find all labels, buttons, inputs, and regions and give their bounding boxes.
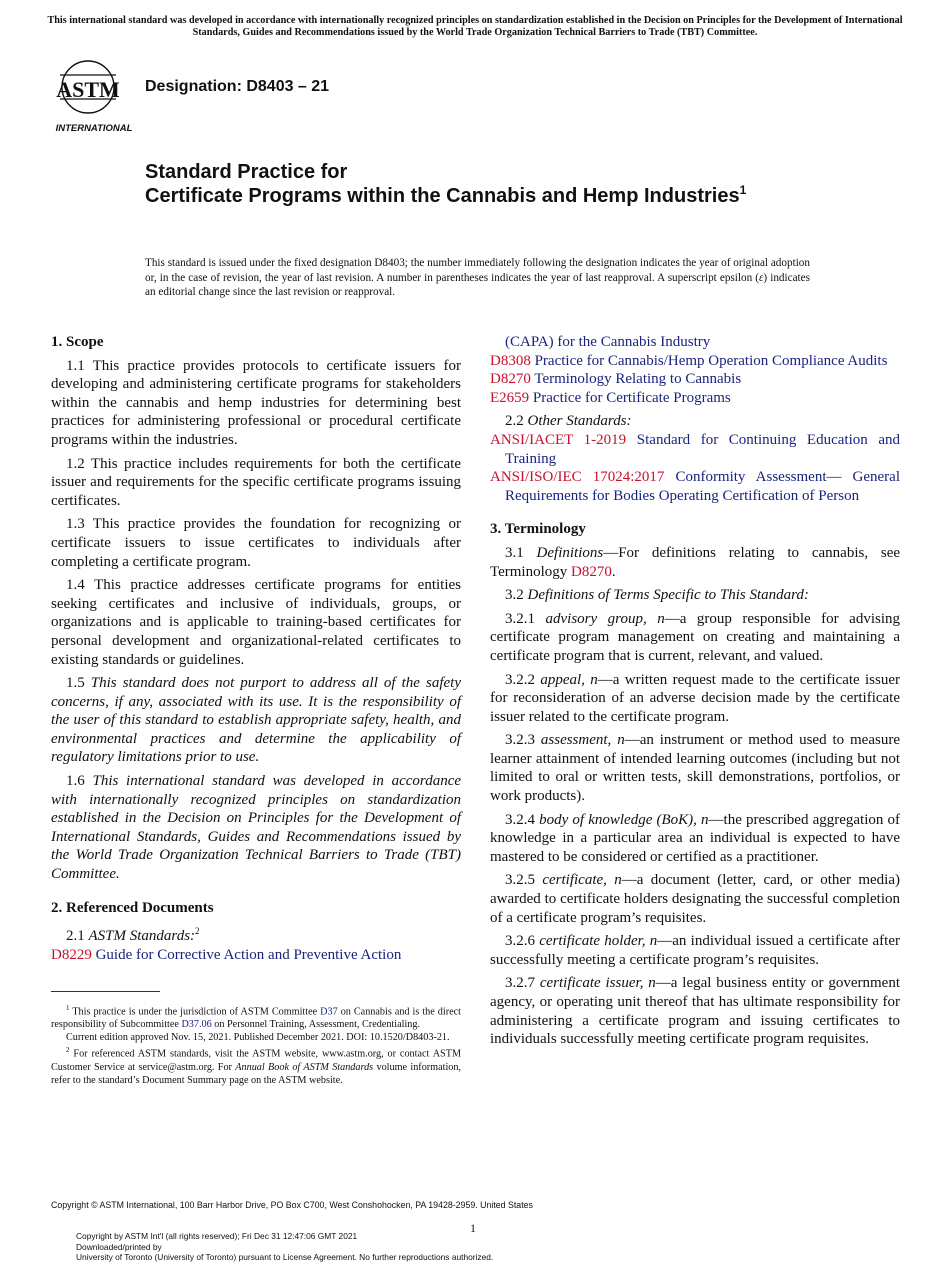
footnotes [51,1002,461,1087]
ref-item-e2659[interactable] [490,389,900,408]
paragraph-1-2: 1.2 This practice includes requirements for both the certificate issuer and requirements for the specific certificate programs issuing certificates. [51,455,461,509]
title-line-2: Certificate Programs within the Cannabis and Hemp Industries$^1$ [145,183,747,207]
ref-code-link[interactable]: ANSI/ISO/IEC 17024:2017 [490,469,665,486]
paragraph-1-1: 1.1 This practice provides protocols to certificate issuers for developing and administering certificate programs for stakeholders within the cannabis and hemp industries for determining best practices for administering professional or procedural certificate programs within the industries. [51,357,461,448]
ref-code-link[interactable]: D8229 [51,946,92,963]
ref-title-link[interactable]: (CAPA) for the Cannabis Industry [505,334,711,350]
committee-link[interactable]: D37 [320,1006,338,1018]
ref-item-d8308[interactable] [490,352,900,371]
ref-item-d8270[interactable] [490,370,900,389]
document-title [145,160,845,208]
ref-title-link[interactable]: Conformity Assessment— General Requirements for Bodies Operating Certification of Person [505,469,900,504]
subcommittee-link[interactable]: D37.06 [181,1019,212,1031]
ref-code-link[interactable]: ANSI/IACET 1-2019 [490,431,627,448]
page-number: 1 [470,1221,476,1235]
paragraph-2-1: 2.1 ASTM Standards:$^2$ [66,926,200,945]
ref-code-link[interactable]: E2659 [490,389,530,406]
ref-title-link[interactable]: Terminology Relating to Cannabis [534,371,742,388]
definition-3-2-5: 3.2.5 certificate, n—a document (letter, card, or other media) awarded to certificate holders designating the successful completion of a certificate program’s requisites. [490,872,901,926]
ref-item-d8229-continued[interactable] [490,333,900,352]
astm-logo [52,55,134,133]
license-notice [76,1231,493,1263]
paragraph-1-6: 1.6 This international standard was developed in accordance with internationally recognized principles on standardization established in the Decision on Principles for the Development of International Standards, Guides and Recommendations issued by the World Trade Organization Technical Barriers to Trade (TBT) Committee. [51,773,462,883]
ref-item-d8229[interactable] [51,946,461,965]
footnote-divider [51,991,160,992]
footnote-edition: Current edition approved Nov. 15, 2021. Published December 2021. DOI: 10.1520/D8403-21. [66,1032,450,1044]
definition-3-2-2: 3.2.2 appeal, n—a written request made to the certificate issuer for reconsideration of an adverse decision made by the certificate issuer related to the certificate program. [490,671,901,725]
ref-title-link[interactable]: Practice for Cannabis/Hemp Operation Compliance Audits [534,352,888,369]
section-heading-referenced-documents: 2. Referenced Documents [51,899,214,916]
paragraph-1-3: 1.3 This practice provides the foundation for recognizing or certificate issuers to issue certificates to individuals after completing a certificate program. [51,516,461,570]
title-line-1: Standard Practice for [145,161,348,183]
issue-note: This standard is issued under the fixed designation D8403; the number immediately following the designation indicates the year of original adoption or, in the case of revision, the year of last revision. A number in parentheses indicates the year of last reapproval. A superscript epsilon (ε) indicates an editorial change since the last revision or reapproval. [145,257,810,298]
svg-text:ASTM: ASTM [56,77,120,102]
definition-3-2-7: 3.2.7 certificate issuer, n—a legal business entity or government agency, or operating unit thereof that has ultimate responsibility for administering a certificate program and issuing certificates to individuals successfully meeting certificate program requisites. [490,975,901,1048]
header-notice: This international standard was developed in accordance with internationally recognized principles on standardization established in the Decision on Principles for the Development of International Standards, Guides and Recommendations issued by the World Trade Organization Technical Barriers to Trade (TBT) Committee. [47,15,903,38]
ref-title-link[interactable]: Practice for Certificate Programs [532,389,731,406]
license-line-1: Copyright by ASTM Int'l (all rights reserved); Fri Dec 31 12:47:06 GMT 2021 [76,1231,358,1241]
paragraph-3-1: 3.1 Definitions—For definitions relating to cannabis, see Terminology D8270. [490,544,901,580]
ref-code-link[interactable]: D8308 [490,352,531,369]
svg-text:INTERNATIONAL: INTERNATIONAL [55,123,133,133]
paragraph-3-2: 3.2 Definitions of Terms Specific to This Standard: [505,587,809,604]
definition-3-2-1: 3.2.1 advisory group, n—a group responsible for advising certificate program management on creating and maintaining a certificate program that is current, relevant, and valued. [490,610,900,664]
footnote-1: $^1$ This practice is under the jurisdiction of ASTM Committee D37 on Cannabis and is the direct responsibility of Subcommittee D37.06 on Personnel Training, Assessment, Credentialing. [51,1004,461,1031]
ref-title-link[interactable]: Guide for Corrective Action and Preventive Action [95,946,402,963]
copyright-line: Copyright © ASTM International, 100 Barr Harbor Drive, PO Box C700, West Conshohocken, PA 19428-2959. United States [51,1200,533,1210]
ref-code-link[interactable]: D8270 [490,371,531,388]
right-column [490,333,900,1054]
paragraph-1-4: 1.4 This practice addresses certificate programs for entities seeking certificates and inclusive of individuals, groups, or organizations and is applicable to training-based certificates for personal development and organizational-related certificates to existing standards or guidelines. [51,577,461,668]
ref-item-iso-17024[interactable] [490,468,900,505]
footnote-2: $^2$ For referenced ASTM standards, visit the ASTM website, www.astm.org, or contact ASTM Customer Service at service@astm.org. For Annual Book of ASTM Standards volume information, refer to the standard’s Document Summary page on the ASTM website. [51,1046,462,1086]
section-heading-scope: 1. Scope [51,334,104,350]
section-heading-terminology: 3. Terminology [490,521,586,538]
definition-3-2-4: 3.2.4 body of knowledge (BoK), n—the prescribed aggregation of knowledge in a particular area an individual is expected to have mastered to be considered or certified as a practitioner. [490,811,901,865]
ref-item-ansi-iacet[interactable] [490,431,900,468]
paragraph-2-2: 2.2 Other Standards: [505,413,632,430]
definition-3-2-3: 3.2.3 assessment, n—an instrument or method used to measure learner attainment of intended learning outcomes (including but not limited to oral or written tests, skill demonstrations, portfolios, or work products). [490,732,900,805]
designation: Designation: D8403 – 21 [145,78,330,95]
definition-3-2-6: 3.2.6 certificate holder, n—an individual issued a certificate after successfully meeting a certificate program’s requisites. [490,933,900,968]
title-footnote-mark: 1 [739,183,747,197]
ref-title-link[interactable]: Standard for Continuing Education and Training [505,431,900,467]
terminology-link[interactable]: D8270 [571,563,612,580]
license-line-2: Downloaded/printed by [76,1241,162,1252]
license-line-3: University of Toronto (University of Toronto) pursuant to License Agreement. No further reproductions authorized. [76,1252,494,1262]
paragraph-1-5: 1.5 This standard does not purport to address all of the safety concerns, if any, associated with its use. It is the responsibility of the user of this standard to establish appropriate safety, health, and environmental practices and determine the applicability of regulatory limitations prior to use. [51,675,461,766]
left-column [51,333,461,964]
astm-logo-icon [52,55,134,133]
